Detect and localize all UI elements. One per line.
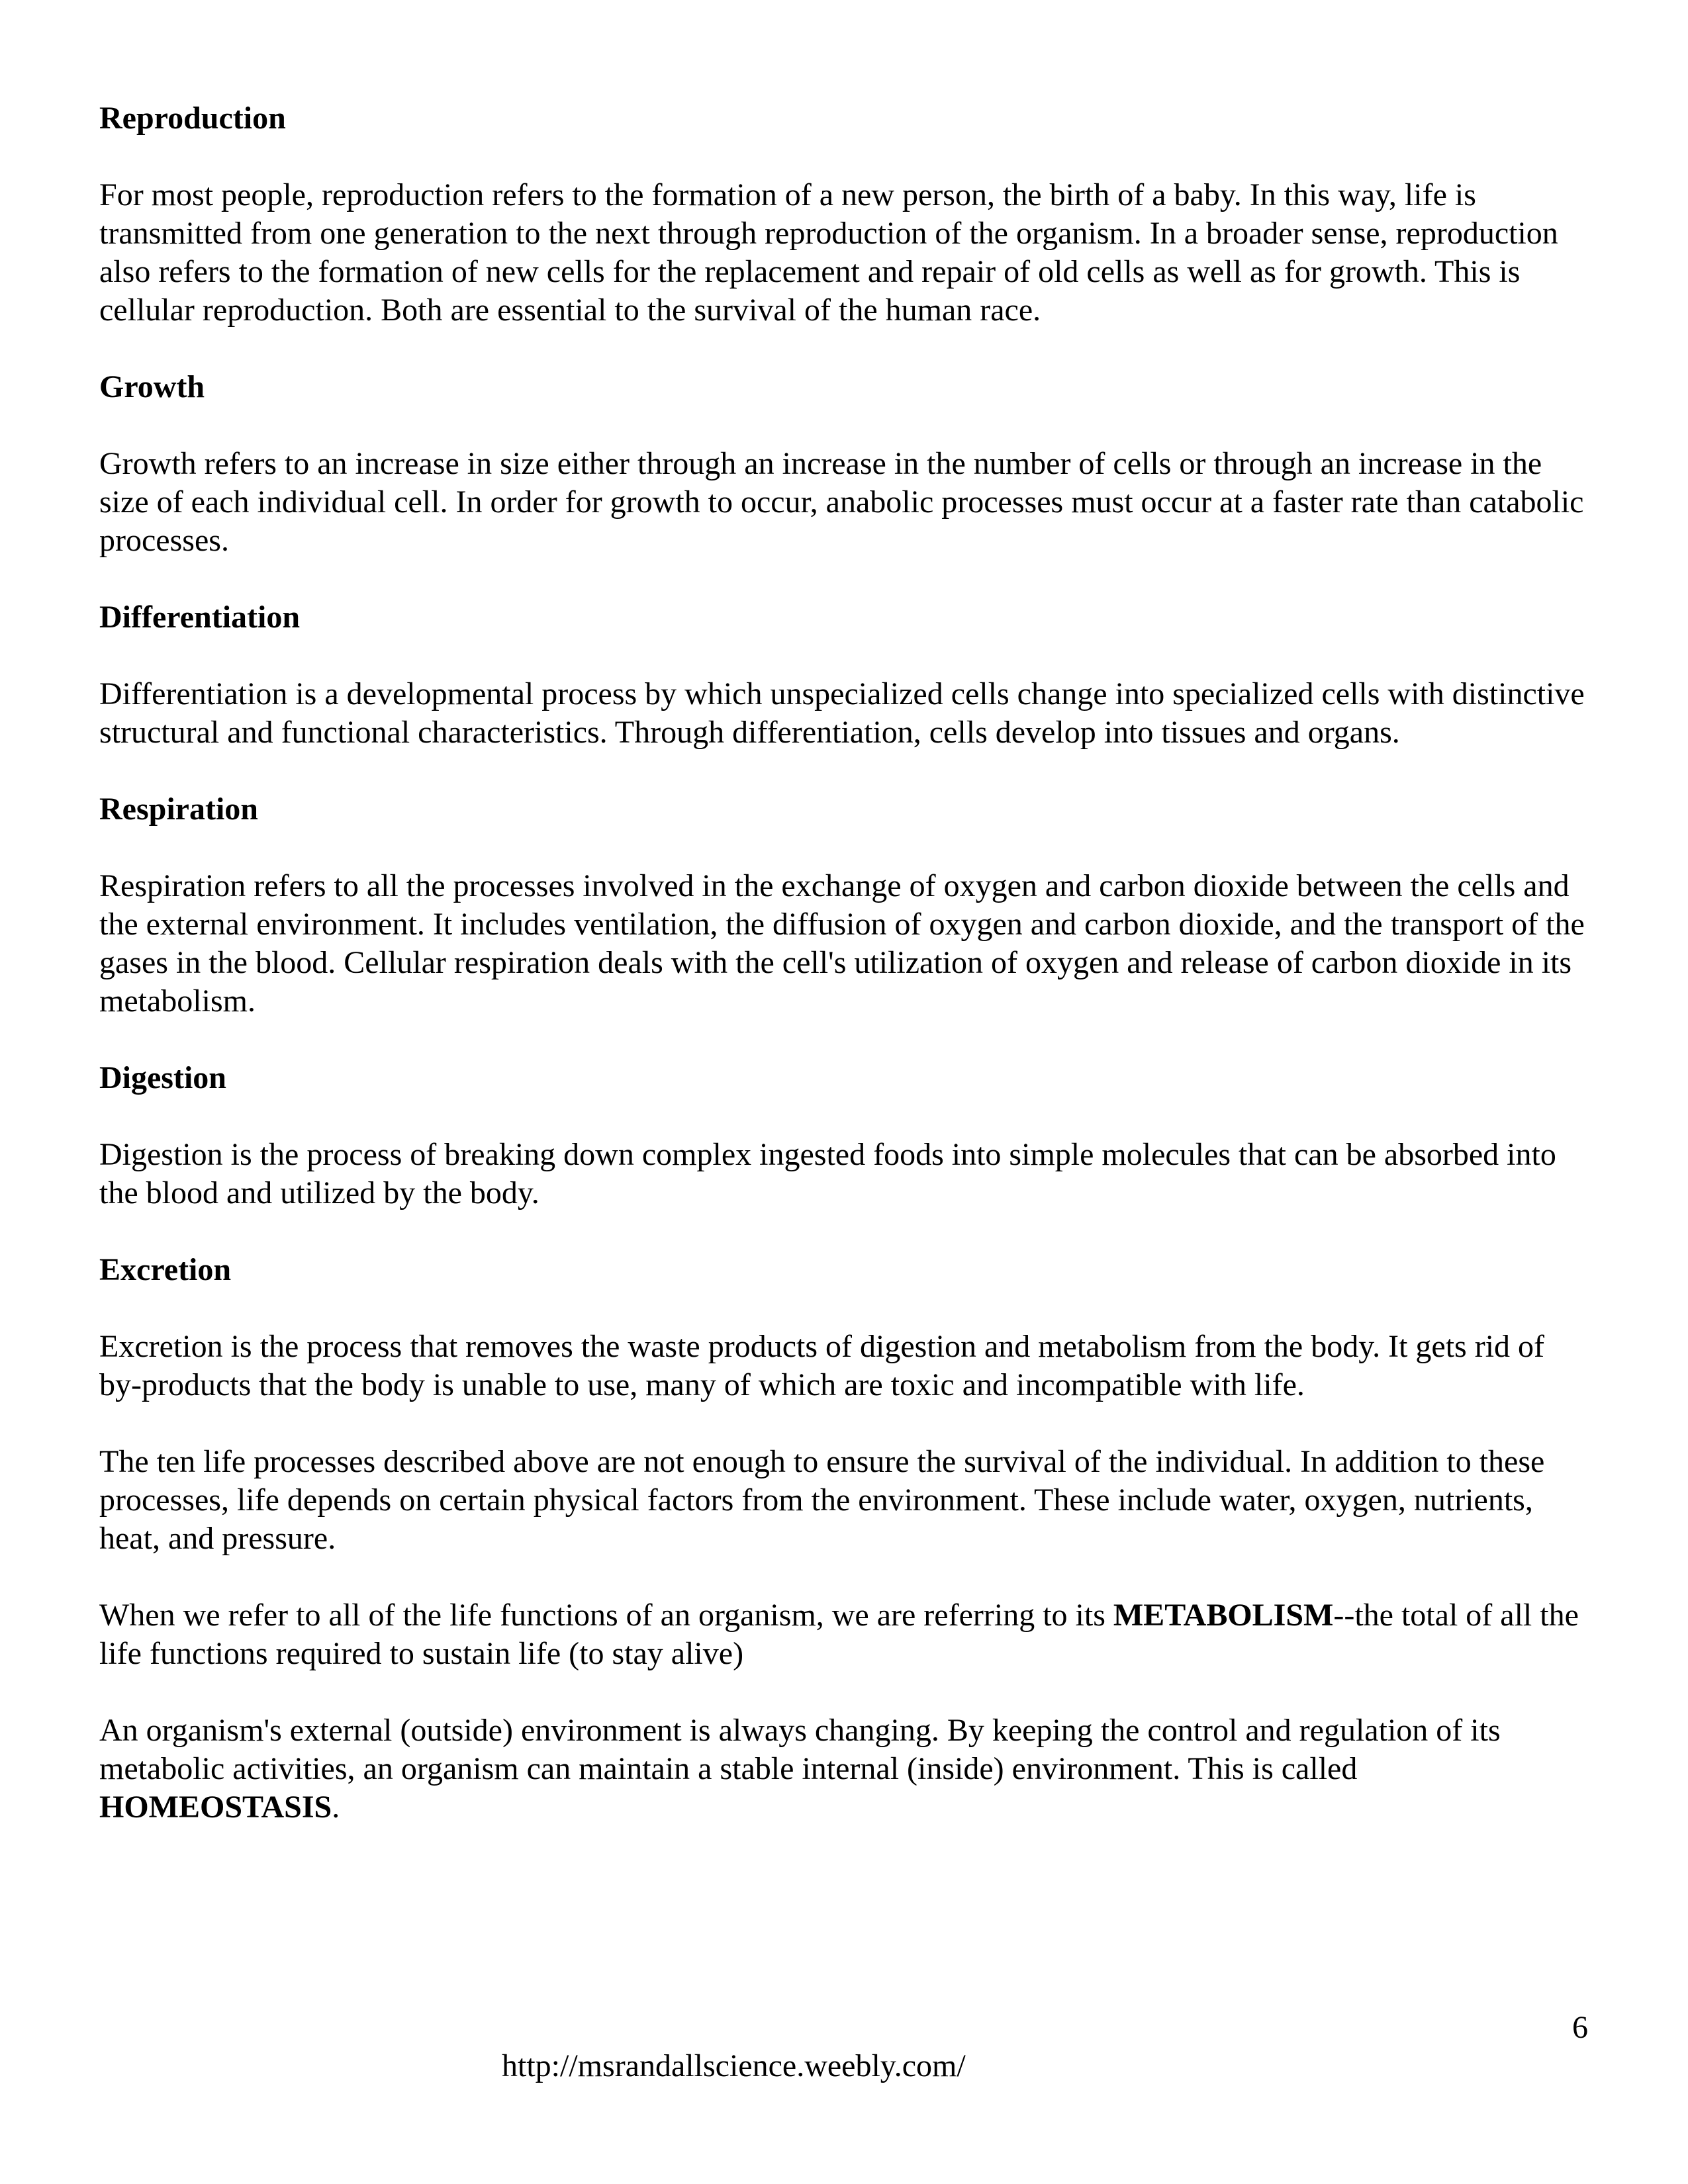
section-heading: Excretion bbox=[99, 1252, 232, 1287]
footer-url: http://msrandallscience.weebly.com/ bbox=[502, 2048, 966, 2083]
section-body: Excretion is the process that removes the waste products of digestion and metabolism from the body. It gets rid of by-products that the body is unable to use, many of which are toxic and incompatible with life. bbox=[99, 1329, 1545, 1402]
section-heading: Reproduction bbox=[99, 101, 286, 136]
document-page bbox=[99, 99, 1589, 1865]
section-heading: Digestion bbox=[99, 1060, 226, 1095]
section-reproduction bbox=[99, 99, 1589, 330]
section-heading: Growth bbox=[99, 369, 205, 404]
metabolism-text-before: When we refer to all of the life functions of an organism, we are referring to its bbox=[99, 1598, 1113, 1633]
section-heading: Differentiation bbox=[99, 600, 301, 635]
homeostasis-text-after: . bbox=[332, 1790, 340, 1825]
section-differentiation bbox=[99, 598, 1589, 752]
section-body: Digestion is the process of breaking down complex ingested foods into simple molecules that can be absorbed into the blood and utilized by the body. bbox=[99, 1137, 1556, 1210]
homeostasis-term: HOMEOSTASIS bbox=[99, 1790, 332, 1825]
section-body: Growth refers to an increase in size either through an increase in the number of cells or through an increase in the size of each individual cell. In order for growth to occur, anabolic processes must occur at a faster rate than catabolic processes. bbox=[99, 446, 1584, 558]
section-growth bbox=[99, 368, 1589, 560]
section-digestion bbox=[99, 1059, 1589, 1212]
section-excretion bbox=[99, 1251, 1589, 1404]
metabolism-term: METABOLISM bbox=[1113, 1598, 1334, 1633]
homeostasis-text-before: An organism's external (outside) environment is always changing. By keeping the control and regulation of its metabolic activities, an organism can maintain a stable internal (inside) environment. This is called bbox=[99, 1713, 1501, 1786]
page-number: 6 bbox=[1572, 2010, 1588, 2045]
metabolism-text-after: --the total of all the life functions required to sustain life (to stay alive) bbox=[99, 1598, 1579, 1671]
section-respiration bbox=[99, 790, 1589, 1021]
section-heading: Respiration bbox=[99, 792, 258, 827]
closing-paragraph-life-factors: The ten life processes described above are not enough to ensure the survival of the individual. In addition to these processes, life depends on certain physical factors from the environment. These include water, oxygen, nutrients, heat, and pressure. bbox=[99, 1444, 1545, 1556]
closing-paragraph-metabolism bbox=[99, 1596, 1589, 1673]
closing-paragraph-homeostasis bbox=[99, 1711, 1589, 1827]
section-body: Differentiation is a developmental process by which unspecialized cells change into specialized cells with distinctive structural and functional characteristics. Through differentiation, cells develop into tissues and organs. bbox=[99, 676, 1585, 750]
section-body: Respiration refers to all the processes involved in the exchange of oxygen and carbon dioxide between the cells and the external environment. It includes ventilation, the diffusion of oxygen and carbon dioxide, and the transport of the gases in the blood. Cellular respiration deals with the cell's utilization of oxygen and release of carbon dioxide in its metabolism. bbox=[99, 868, 1585, 1019]
section-body: For most people, reproduction refers to the formation of a new person, the birth of a baby. In this way, life is transmitted from one generation to the next through reproduction of the organism. In a broader sense, reproduction also refers to the formation of new cells for the replacement and repair of old cells as well as for growth. This is cellular reproduction. Both are essential to the survival of the human race. bbox=[99, 177, 1558, 328]
